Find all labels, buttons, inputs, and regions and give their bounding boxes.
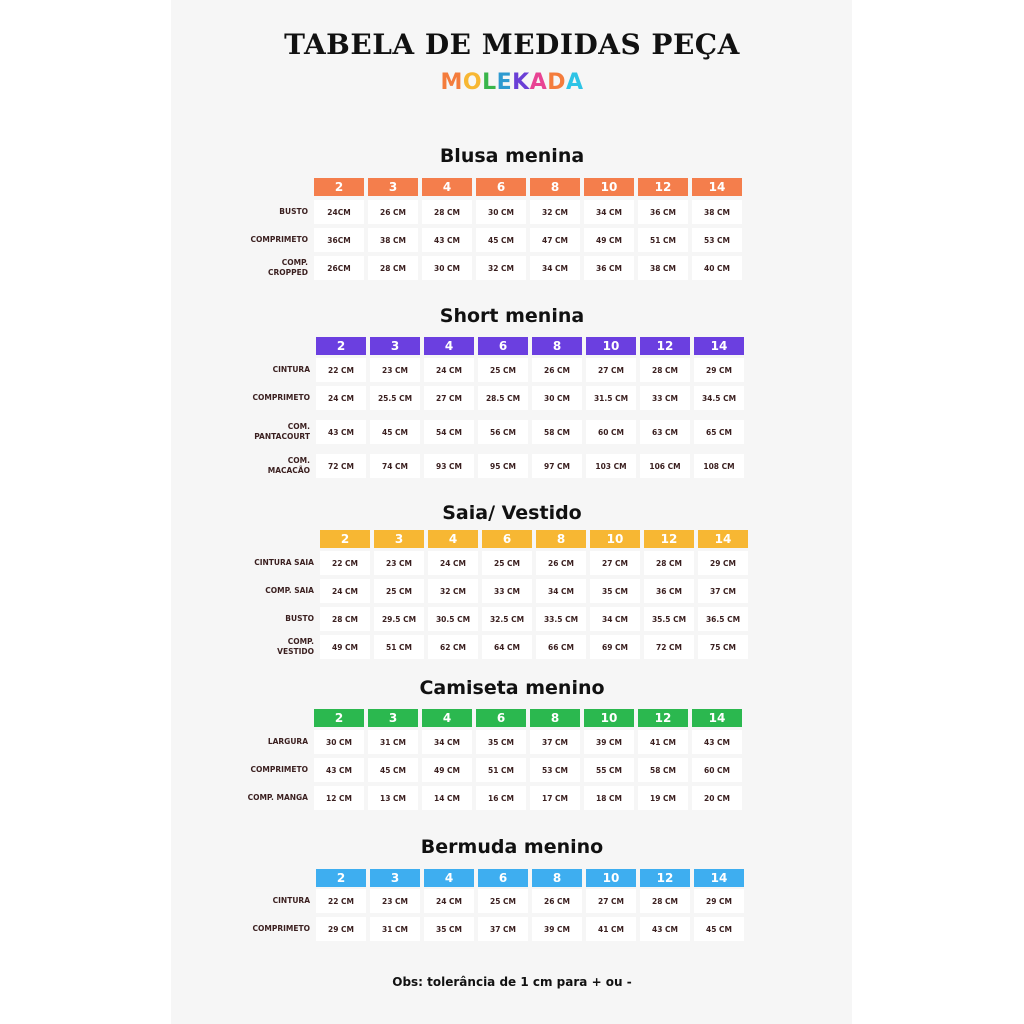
- table-cell: 30 CM: [476, 200, 526, 224]
- size-header-cell: 8: [532, 337, 582, 355]
- size-header-cell: 6: [476, 709, 526, 727]
- table-cell: 51 CM: [476, 758, 526, 782]
- size-header-cell: 4: [422, 178, 472, 196]
- table-title: Saia/ Vestido: [442, 502, 582, 524]
- table-cell: 58 CM: [532, 420, 582, 444]
- brand-logo: [0, 70, 1024, 95]
- table-row: [316, 420, 744, 444]
- table-cell: 62 CM: [428, 635, 478, 659]
- table-cell: 30 CM: [314, 730, 364, 754]
- size-header-cell: 10: [586, 337, 636, 355]
- size-header-cell: 6: [476, 178, 526, 196]
- brand-letter: E: [496, 70, 513, 95]
- table-cell: 32.5 CM: [482, 607, 532, 631]
- table-cell: 13 CM: [368, 786, 418, 810]
- table-cell: 43 CM: [316, 420, 366, 444]
- table-row: [316, 917, 744, 941]
- table-cell: 24 CM: [320, 579, 370, 603]
- brand-letter: O: [462, 70, 483, 95]
- table-cell: 93 CM: [424, 454, 474, 478]
- table-cell: 23 CM: [370, 889, 420, 913]
- size-header-cell: 4: [422, 709, 472, 727]
- row-label: COMPRIMETO: [252, 393, 310, 402]
- table-cell: 31.5 CM: [586, 386, 636, 410]
- table-cell: 108 CM: [694, 454, 744, 478]
- table-cell: 53 CM: [692, 228, 742, 252]
- table-cell: 29 CM: [698, 551, 748, 575]
- table-cell: 106 CM: [640, 454, 690, 478]
- table-cell: 36 CM: [644, 579, 694, 603]
- table-cell: 26 CM: [532, 358, 582, 382]
- brand-letter: D: [547, 70, 566, 95]
- size-header-cell: 12: [638, 709, 688, 727]
- row-label: COM. MACACÃO: [267, 456, 310, 475]
- table-cell: 17 CM: [530, 786, 580, 810]
- table-cell: 35 CM: [476, 730, 526, 754]
- table-cell: 60 CM: [692, 758, 742, 782]
- table-row: [314, 786, 742, 810]
- table-cell: 25 CM: [482, 551, 532, 575]
- size-header-cell: 12: [644, 530, 694, 548]
- table-cell: 34 CM: [584, 200, 634, 224]
- table-cell: 47 CM: [530, 228, 580, 252]
- size-header-cell: 3: [368, 178, 418, 196]
- table-cell: 14 CM: [422, 786, 472, 810]
- size-header-cell: 4: [424, 869, 474, 887]
- table-cell: 53 CM: [530, 758, 580, 782]
- table-cell: 32 CM: [428, 579, 478, 603]
- table-cell: 23 CM: [370, 358, 420, 382]
- table-cell: 69 CM: [590, 635, 640, 659]
- size-header-cell: 3: [374, 530, 424, 548]
- table-cell: 28.5 CM: [478, 386, 528, 410]
- table-cell: 41 CM: [586, 917, 636, 941]
- table-cell: 28 CM: [640, 358, 690, 382]
- table-cell: 58 CM: [638, 758, 688, 782]
- table-cell: 24 CM: [424, 358, 474, 382]
- table-row: [316, 889, 744, 913]
- table-cell: 54 CM: [424, 420, 474, 444]
- table-cell: 33 CM: [482, 579, 532, 603]
- size-header-cell: 3: [368, 709, 418, 727]
- table-cell: 28 CM: [368, 256, 418, 280]
- row-label: COMP. SAIA: [265, 586, 314, 595]
- table-cell: 35 CM: [590, 579, 640, 603]
- table-cell: 28 CM: [644, 551, 694, 575]
- table-title: Short menina: [439, 305, 585, 327]
- table-cell: 95 CM: [478, 454, 528, 478]
- row-label: COMPRIMETO: [250, 765, 308, 774]
- table-row: [314, 758, 742, 782]
- table-cell: 97 CM: [532, 454, 582, 478]
- table-cell: 43 CM: [640, 917, 690, 941]
- size-header-cell: 14: [694, 869, 744, 887]
- table-cell: 24 CM: [424, 889, 474, 913]
- table-cell: 60 CM: [586, 420, 636, 444]
- table-cell: 35.5 CM: [644, 607, 694, 631]
- table-cell: 39 CM: [532, 917, 582, 941]
- table-cell: 24 CM: [428, 551, 478, 575]
- table-cell: 34 CM: [536, 579, 586, 603]
- brand-letter: A: [529, 70, 548, 95]
- table-cell: 22 CM: [320, 551, 370, 575]
- brand-letter: L: [482, 70, 497, 95]
- table-row: [314, 200, 742, 224]
- table-cell: 34.5 CM: [694, 386, 744, 410]
- table-cell: 36 CM: [638, 200, 688, 224]
- table-cell: 16 CM: [476, 786, 526, 810]
- table-cell: 39 CM: [584, 730, 634, 754]
- size-header-cell: 14: [692, 709, 742, 727]
- table-cell: 27 CM: [586, 889, 636, 913]
- table-cell: 26 CM: [368, 200, 418, 224]
- size-header-cell: 4: [428, 530, 478, 548]
- table-cell: 31 CM: [368, 730, 418, 754]
- table-cell: 41 CM: [638, 730, 688, 754]
- size-header-row: [316, 869, 744, 887]
- table-cell: 34 CM: [530, 256, 580, 280]
- table-title: Bermuda menino: [420, 836, 604, 858]
- table-cell: 33 CM: [640, 386, 690, 410]
- table-row: [316, 358, 744, 382]
- table-cell: 51 CM: [638, 228, 688, 252]
- row-label: CINTURA SAIA: [254, 558, 314, 567]
- page-title: TABELA DE MEDIDAS PEÇA: [284, 28, 740, 61]
- table-cell: 45 CM: [476, 228, 526, 252]
- table-cell: 45 CM: [368, 758, 418, 782]
- table-cell: 24 CM: [316, 386, 366, 410]
- row-label: COMP. VESTIDO: [277, 637, 314, 656]
- table-cell: 65 CM: [694, 420, 744, 444]
- table-cell: 45 CM: [370, 420, 420, 444]
- table-title: Blusa menina: [439, 145, 585, 167]
- table-cell: 37 CM: [698, 579, 748, 603]
- row-label: CINTURA: [272, 896, 310, 905]
- table-cell: 36.5 CM: [698, 607, 748, 631]
- table-cell: 56 CM: [478, 420, 528, 444]
- table-cell: 40 CM: [692, 256, 742, 280]
- table-cell: 22 CM: [316, 358, 366, 382]
- table-cell: 34 CM: [590, 607, 640, 631]
- size-header-cell: 14: [698, 530, 748, 548]
- table-cell: 37 CM: [530, 730, 580, 754]
- table-row: [314, 228, 742, 252]
- size-header-cell: 2: [320, 530, 370, 548]
- table-cell: 75 CM: [698, 635, 748, 659]
- size-header-cell: 2: [314, 709, 364, 727]
- size-header-cell: 10: [586, 869, 636, 887]
- table-cell: 28 CM: [422, 200, 472, 224]
- size-header-cell: 10: [590, 530, 640, 548]
- size-header-cell: 2: [316, 337, 366, 355]
- table-cell: 45 CM: [694, 917, 744, 941]
- table-cell: 25 CM: [478, 889, 528, 913]
- table-cell: 32 CM: [530, 200, 580, 224]
- table-cell: 19 CM: [638, 786, 688, 810]
- table-cell: 51 CM: [374, 635, 424, 659]
- size-header-cell: 12: [640, 337, 690, 355]
- size-header-cell: 6: [478, 869, 528, 887]
- table-cell: 49 CM: [320, 635, 370, 659]
- tolerance-note: Obs: tolerância de 1 cm para + ou -: [392, 975, 632, 989]
- table-row: [316, 386, 744, 410]
- table-row: [314, 256, 742, 280]
- size-header-cell: 6: [478, 337, 528, 355]
- size-header-cell: 8: [530, 709, 580, 727]
- table-cell: 36CM: [314, 228, 364, 252]
- brand-letter: K: [512, 70, 530, 95]
- size-header-row: [314, 178, 742, 196]
- table-cell: 66 CM: [536, 635, 586, 659]
- table-cell: 43 CM: [422, 228, 472, 252]
- table-cell: 36 CM: [584, 256, 634, 280]
- row-label: BUSTO: [285, 614, 314, 623]
- table-cell: 38 CM: [692, 200, 742, 224]
- size-header-row: [316, 337, 744, 355]
- table-cell: 72 CM: [316, 454, 366, 478]
- size-header-cell: 12: [638, 178, 688, 196]
- table-cell: 72 CM: [644, 635, 694, 659]
- size-header-cell: 4: [424, 337, 474, 355]
- size-header-cell: 8: [536, 530, 586, 548]
- size-header-cell: 8: [530, 178, 580, 196]
- table-row: [320, 635, 748, 659]
- size-header-cell: 14: [692, 178, 742, 196]
- size-header-cell: 3: [370, 337, 420, 355]
- table-cell: 30 CM: [422, 256, 472, 280]
- size-header-row: [320, 530, 748, 548]
- table-cell: 24CM: [314, 200, 364, 224]
- table-cell: 49 CM: [422, 758, 472, 782]
- table-cell: 26 CM: [536, 551, 586, 575]
- table-cell: 29 CM: [316, 917, 366, 941]
- table-cell: 63 CM: [640, 420, 690, 444]
- table-cell: 74 CM: [370, 454, 420, 478]
- size-header-cell: 12: [640, 869, 690, 887]
- size-header-cell: 10: [584, 178, 634, 196]
- size-header-cell: 14: [694, 337, 744, 355]
- table-cell: 25 CM: [374, 579, 424, 603]
- table-cell: 26 CM: [532, 889, 582, 913]
- row-label: LARGURA: [267, 737, 308, 746]
- table-cell: 37 CM: [478, 917, 528, 941]
- table-cell: 23 CM: [374, 551, 424, 575]
- size-header-cell: 6: [482, 530, 532, 548]
- table-cell: 18 CM: [584, 786, 634, 810]
- table-cell: 64 CM: [482, 635, 532, 659]
- table-cell: 29.5 CM: [374, 607, 424, 631]
- table-cell: 43 CM: [692, 730, 742, 754]
- table-cell: 43 CM: [314, 758, 364, 782]
- table-title: Camiseta menino: [419, 677, 605, 699]
- table-cell: 33.5 CM: [536, 607, 586, 631]
- table-cell: 55 CM: [584, 758, 634, 782]
- table-cell: 38 CM: [638, 256, 688, 280]
- table-cell: 103 CM: [586, 454, 636, 478]
- table-cell: 28 CM: [640, 889, 690, 913]
- table-cell: 12 CM: [314, 786, 364, 810]
- table-cell: 26CM: [314, 256, 364, 280]
- table-row: [320, 579, 748, 603]
- table-cell: 38 CM: [368, 228, 418, 252]
- size-header-cell: 3: [370, 869, 420, 887]
- table-row: [316, 454, 744, 478]
- table-cell: 25.5 CM: [370, 386, 420, 410]
- row-label: COM. PANTACOURT: [254, 422, 310, 441]
- brand-letter: A: [566, 70, 584, 95]
- table-cell: 29 CM: [694, 889, 744, 913]
- table-cell: 35 CM: [424, 917, 474, 941]
- row-label: CINTURA: [272, 365, 310, 374]
- table-row: [320, 607, 748, 631]
- table-cell: 25 CM: [478, 358, 528, 382]
- row-label: BUSTO: [279, 207, 308, 216]
- table-cell: 27 CM: [590, 551, 640, 575]
- row-label: COMPRIMETO: [252, 924, 310, 933]
- table-cell: 27 CM: [586, 358, 636, 382]
- table-cell: 29 CM: [694, 358, 744, 382]
- size-header-cell: 8: [532, 869, 582, 887]
- table-cell: 30 CM: [532, 386, 582, 410]
- table-row: [320, 551, 748, 575]
- size-header-cell: 2: [314, 178, 364, 196]
- table-cell: 34 CM: [422, 730, 472, 754]
- table-cell: 30.5 CM: [428, 607, 478, 631]
- size-header-row: [314, 709, 742, 727]
- table-row: [314, 730, 742, 754]
- row-label: COMP. CROPPED: [268, 258, 308, 277]
- table-cell: 28 CM: [320, 607, 370, 631]
- row-label: COMPRIMETO: [250, 235, 308, 244]
- size-header-cell: 2: [316, 869, 366, 887]
- table-cell: 20 CM: [692, 786, 742, 810]
- table-cell: 49 CM: [584, 228, 634, 252]
- table-cell: 32 CM: [476, 256, 526, 280]
- brand-letter: M: [440, 70, 463, 95]
- table-cell: 27 CM: [424, 386, 474, 410]
- table-cell: 22 CM: [316, 889, 366, 913]
- size-header-cell: 10: [584, 709, 634, 727]
- row-label: COMP. MANGA: [247, 793, 308, 802]
- table-cell: 31 CM: [370, 917, 420, 941]
